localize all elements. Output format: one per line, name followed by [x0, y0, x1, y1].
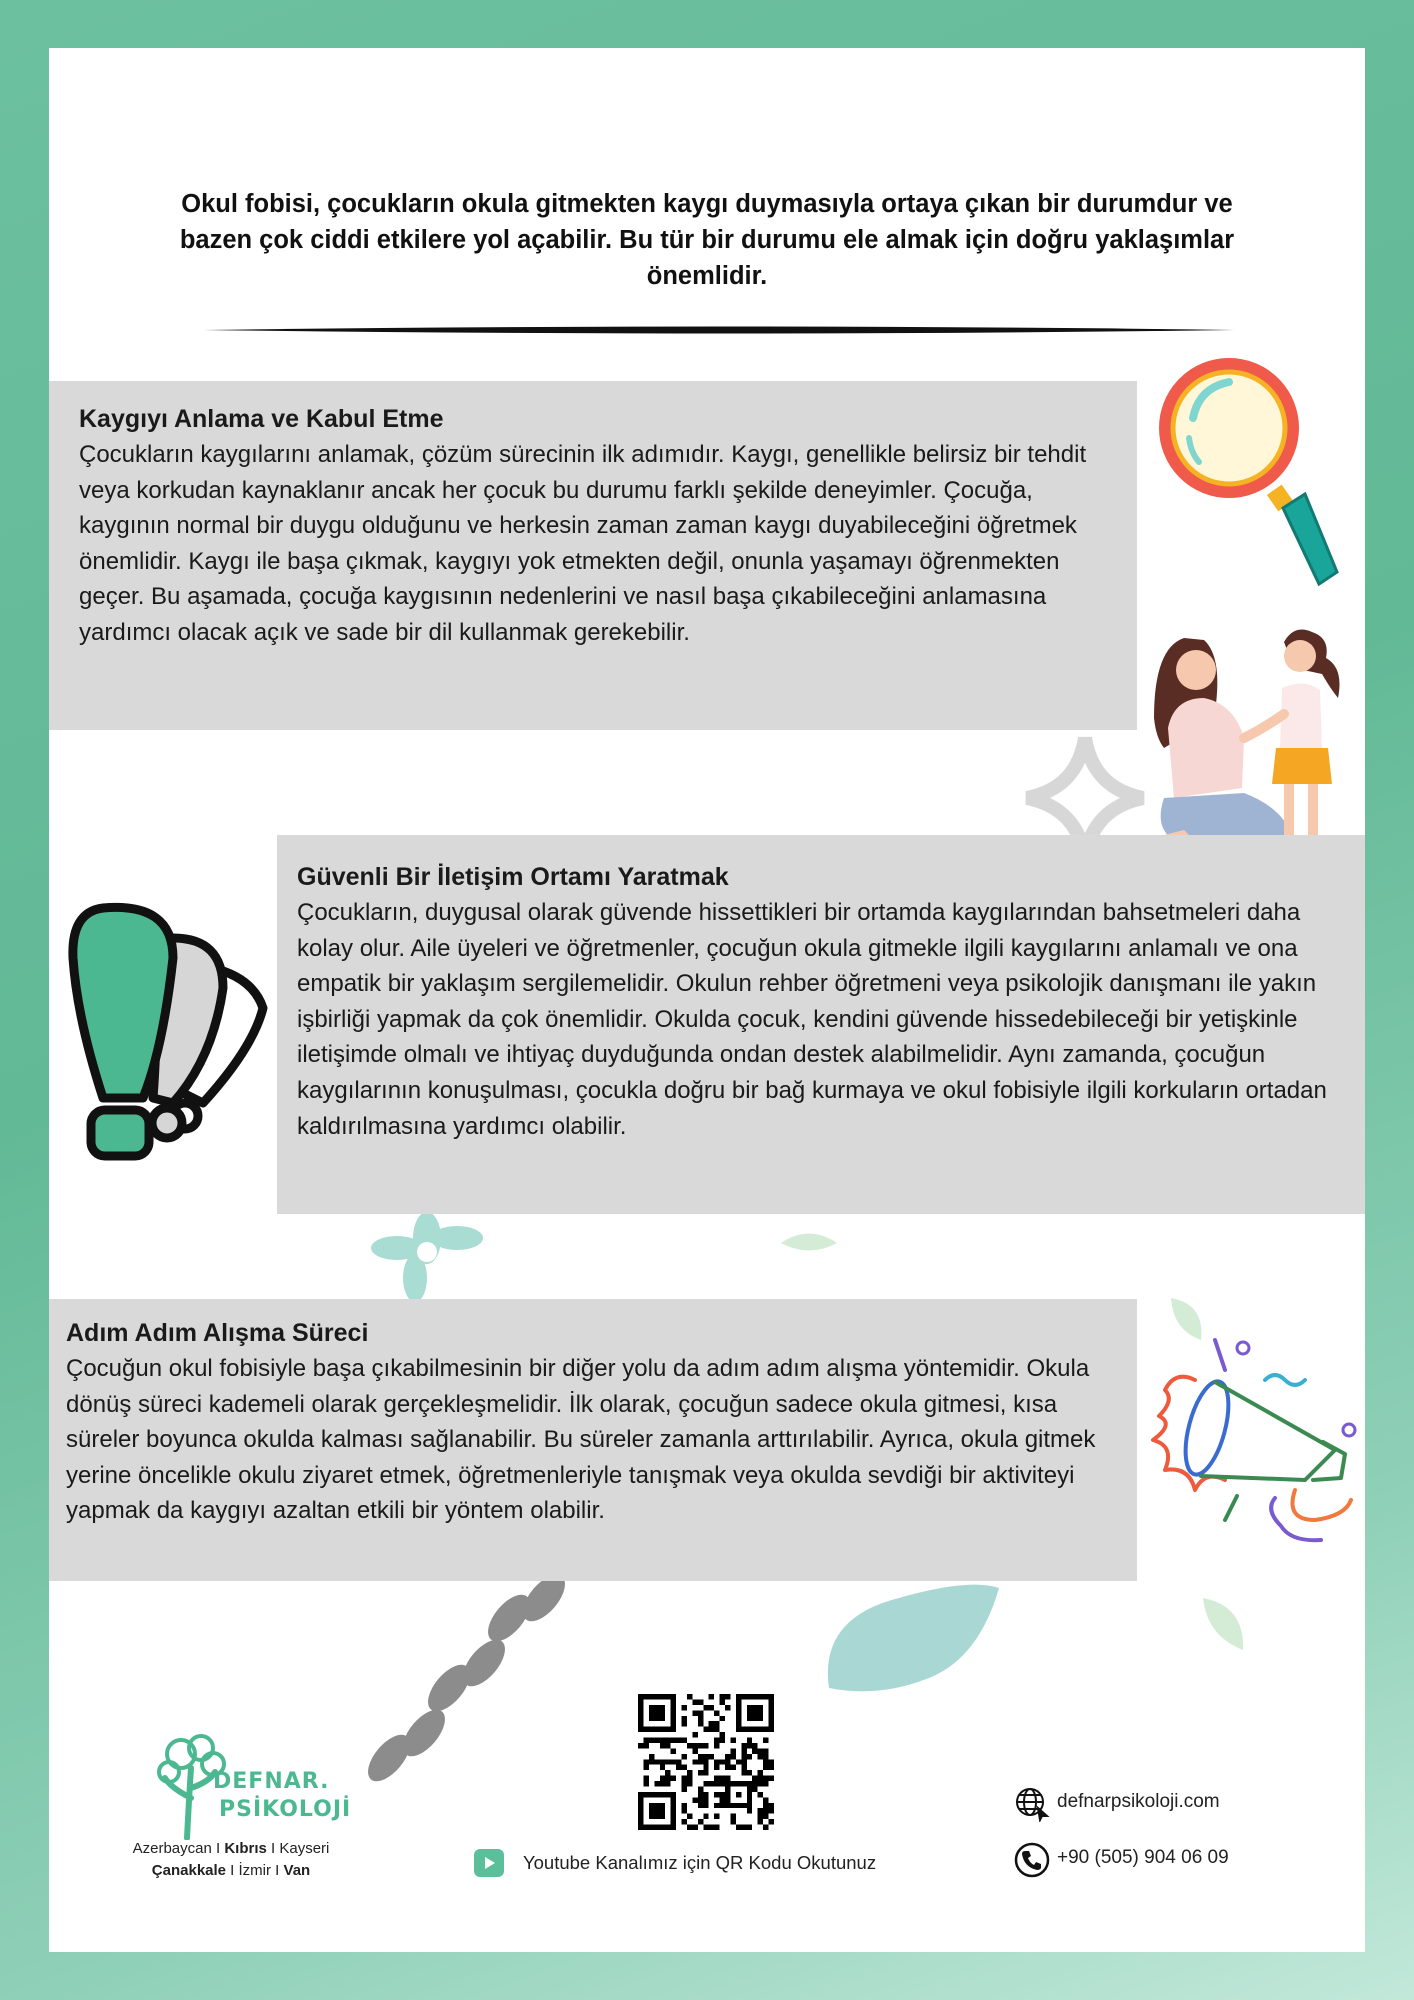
poster-page — [49, 48, 1365, 1952]
globe-icon — [1014, 1786, 1050, 1822]
exclamation-icon — [63, 898, 283, 1168]
footprints-decoration — [359, 1578, 619, 1808]
section-title: Adım Adım Alışma Süreci — [66, 1319, 369, 1347]
magnifier-icon — [1159, 358, 1339, 598]
brand-line-1: DEFNAR. — [213, 1769, 330, 1794]
website-link[interactable]: defnarpsikoloji.com — [1057, 1791, 1220, 1812]
leaf-decoration — [1199, 1594, 1249, 1654]
phone-number[interactable]: +90 (505) 904 06 09 — [1057, 1847, 1229, 1868]
blob-decoration — [819, 1578, 1009, 1698]
locations-line-2: Çanakkale I İzmir I Van — [151, 1862, 311, 1879]
mother-child-illustration — [1134, 618, 1365, 848]
brand-name — [213, 1768, 351, 1824]
section-body: Çocukların kaygılarını anlamak, çözüm sürecinin ilk adımıdır. Kaygı, genellikle belirsiz bir tehdit veya korkudan kaynaklanır ancak her çocuk bu durumu farklı şekilde deneyimler. Çocuğa, kaygının normal bir duygu olduğunu ve herkesin zaman zaman kaygı duyabileceğini öğretmek önemlidir. Kaygı ile başa çıkmak, kaygıyı yok etmekten değil, onunla yaşamayı öğrenmekten geçer. Bu aşamada, çocuğa kaygısının nedenlerini ve nasıl başa çıkabileceğini anlamasına yardımcı olacak açık ve sade bir dil kullanmak gerekebilir. — [79, 441, 1087, 646]
flower-decoration — [367, 1208, 487, 1308]
divider-line — [204, 324, 1234, 336]
brand-line-2: PSİKOLOJİ — [219, 1797, 352, 1822]
youtube-icon — [473, 1848, 505, 1878]
intro-text: Okul fobisi, çocukların okula gitmekten kaygı duymasıyla ortaya çıkan bir durumdur ve bazen çok ciddi etkilere yol açabilir. Bu tür bir durumu ele almak için doğru yaklaşımlar önemlidir. — [179, 190, 1235, 290]
section-card-3 — [49, 1299, 1137, 1581]
locations-line-1: Azerbaycan I Kıbrıs I Kayseri — [132, 1840, 330, 1857]
section-title: Kaygıyı Anlama ve Kabul Etme — [79, 405, 444, 433]
qr-code[interactable] — [638, 1694, 774, 1830]
section-body: Çocukların, duygusal olarak güvende hissettikleri bir ortamda kaygılarından bahsetmeleri daha kolay olur. Aile üyeleri ve öğretmenler, çocuğun okula gitmekle ilgili kaygılarını anlamalı ve ona empatik bir yaklaşım sergilemelidir. Okulun rehber öğretmeni veya psikolojik danışmanı ile yakın işbirliği yapmak da çok önemlidir. Okulda çocuk, kendini güvende hissedebileceği bir yetişkinle iletişimde olmalı ve ihtiyaç duyduğunda ondan destek alabilmelidir. Aynı zamanda, çocuğun kaygılarının konuşulması, çocukla doğru bir bağ kurmaya ve okul fobisiyle ilgili korkuların ortadan kaldırılmasına yardımcı olabilir. — [297, 899, 1327, 1140]
section-title: Güvenli Bir İletişim Ortamı Yaratmak — [297, 863, 729, 891]
phone-icon — [1014, 1842, 1050, 1878]
qr-caption: Youtube Kanalımız için QR Kodu Okutunuz — [523, 1852, 877, 1873]
leaf-decoration — [779, 1228, 839, 1258]
locations — [111, 1838, 351, 1882]
megaphone-icon — [1145, 1320, 1365, 1550]
section-body: Çocuğun okul fobisiyle başa çıkabilmesinin bir diğer yolu da adım adım alışma yöntemidir. Okula dönüş süreci kademeli olarak gerçekleşmelidir. İlk olarak, çocuğun sadece okula gitmesi, kısa süreler boyunca okulda kalması sağlanabilir. Bu süreler zamanla arttırılabilir. Ayrıca, okula gitmek yerine öncelikle okulu ziyaret etmek, öğretmenleriyle tanışmak veya okulda sevdiği bir aktiviteyi yapmak da kaygıyı azaltan etkili bir yöntem olabilir. — [66, 1355, 1096, 1525]
section-card-2 — [277, 835, 1365, 1214]
section-card-1 — [49, 381, 1137, 730]
